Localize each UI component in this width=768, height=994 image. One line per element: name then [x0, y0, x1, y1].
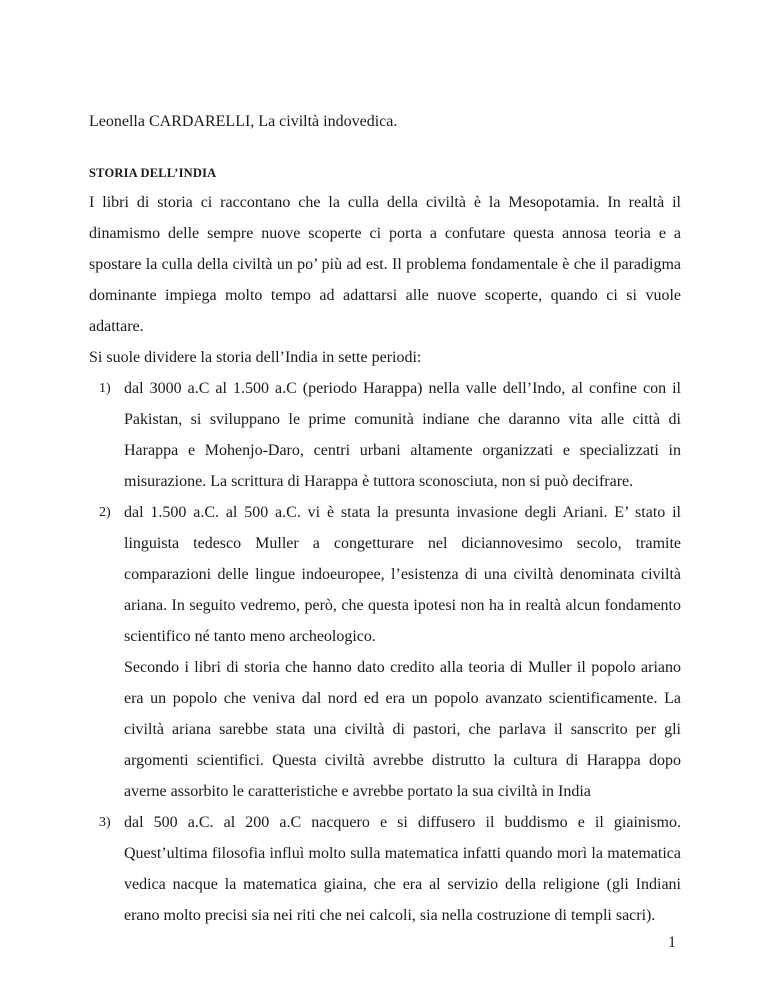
list-item-number: 3): [99, 815, 111, 830]
list-item: [89, 807, 681, 931]
periods-list: [89, 373, 681, 931]
list-item-text: dal 500 a.C. al 200 a.C nacquero e si diffusero il buddismo e il giainismo. Quest’ultima filosofia influì molto sulla matematica infatti quando morì la matematica vedica nacque la matematica giaina, che era al servizio della religione (gli Indiani erano molto precisi sia nei riti che nei calcoli, sia nella costruzione di templi sacri).: [124, 814, 681, 924]
list-item-text: dal 3000 a.C al 1.500 a.C (periodo Harappa) nella valle dell’Indo, al confine con il Pakistan, si sviluppano le prime comunità indiane che daranno vita alle città di Harappa e Mohenjo-Daro, centri urbani altamente organizzati e specializzati in misurazione. La scrittura di Harappa è tuttora sconosciuta, non si può decifrare.: [124, 380, 681, 490]
intro-paragraph: I libri di storia ci raccontano che la culla della civiltà è la Mesopotamia. In realtà il dinamismo delle sempre nuove scoperte ci porta a confutare questa annosa teoria e a spostare la culla della civiltà un po’ più ad est. Il problema fondamentale è che il paradigma dominante impiega molto tempo ad adattarsi alle nuove scoperte, quando ci si vuole adattare.: [89, 194, 681, 335]
list-item-number: 1): [99, 381, 111, 396]
list-item-text: dal 1.500 a.C. al 500 a.C. vi è stata la presunta invasione degli Ariani. E’ stato il linguista tedesco Muller a congetturare nel diciannovesimo secolo, tramite comparazioni delle lingue indoeuropee, l’esistenza di una civiltà denominata civiltà ariana. In seguito vedremo, però, che questa ipotesi non ha in realtà alcun fondamento scientifico né tanto meno archeologico.: [124, 504, 681, 645]
list-item: [89, 373, 681, 497]
list-item-number: 2): [99, 505, 111, 520]
author-title-line: Leonella CARDARELLI, La civiltà indovedica.: [89, 113, 398, 130]
list-item-continuation: Secondo i libri di storia che hanno dato credito alla teoria di Muller il popolo ariano era un popolo che veniva dal nord ed era un popolo avanzato scientificamente. La civiltà ariana sarebbe stata una civiltà di pastori, che parlava il sanscrito per gli argomenti scientifici. Questa civiltà avrebbe distrutto la cultura di Harappa dopo averne assorbito le caratteristiche e avrebbe portato la sua civiltà in India: [124, 659, 681, 800]
page-number: 1: [668, 934, 676, 951]
section-heading: STORIA DELL’INDIA: [89, 166, 217, 180]
list-intro: Si suole dividere la storia dell’India in sette periodi:: [89, 349, 422, 366]
list-item: [89, 497, 681, 807]
body-text: [89, 187, 681, 931]
